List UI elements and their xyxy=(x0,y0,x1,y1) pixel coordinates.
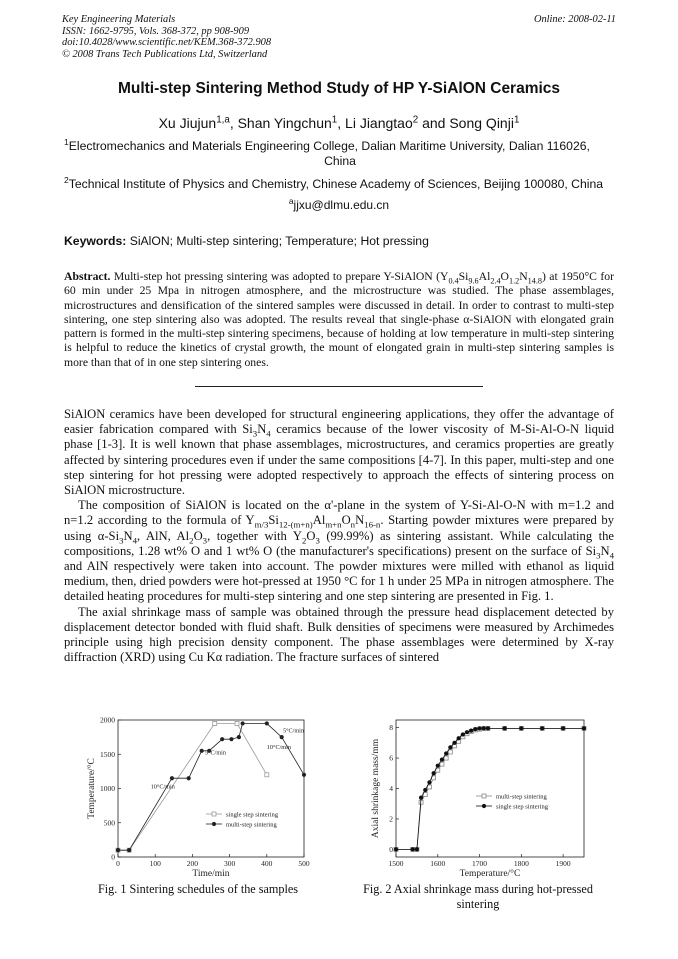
author-affiliation-mark: 1,a xyxy=(216,114,230,126)
abstract-label: Abstract. xyxy=(64,270,111,283)
data-point xyxy=(265,773,269,777)
x-tick-label: 1700 xyxy=(472,859,488,868)
data-point xyxy=(127,848,131,852)
data-point xyxy=(519,726,523,730)
data-point xyxy=(444,751,448,755)
abstract-divider xyxy=(195,386,483,387)
y-axis-label: Axial shrinkage mass/mm xyxy=(371,738,381,839)
author-affiliation-mark: 2 xyxy=(412,114,419,126)
data-point xyxy=(482,726,486,730)
paragraph: SiAlON ceramics have been developed for structural engineering applications, they offer the advantage of easier fabrication compared with $Si_3N_4$ ceramics because of the lower viscosity of M-Si-Al-O-N liquid phase [1-3]. It is well known that phase assemblages, microstructures, and ceramics properties are greatly affected by sintering procedures even if under the same compositions [4-7]. In this paper, multi-step and one step sintering for hot pressing were adopted respectively to approach the effects of sintering process on SiAlON microstructure. xyxy=(64,407,615,498)
data-point xyxy=(540,726,544,730)
y-tick-label: 1000 xyxy=(100,784,115,793)
data-point xyxy=(457,736,461,740)
rate-annotation: 5°C/min xyxy=(204,749,226,757)
data-point xyxy=(477,726,481,730)
data-point xyxy=(469,729,473,733)
x-tick-label: 1500 xyxy=(388,859,404,868)
data-point xyxy=(394,847,398,851)
data-point xyxy=(448,745,452,749)
author-name: Li Jiangtao xyxy=(345,115,413,131)
y-tick-label: 2000 xyxy=(100,715,115,725)
data-point xyxy=(440,762,444,766)
author-name: Xu Jiujun xyxy=(158,115,217,131)
data-point xyxy=(440,757,444,761)
x-axis-label: Time/min xyxy=(192,869,230,879)
data-point xyxy=(461,732,465,736)
author-name: Shan Yingchun xyxy=(237,115,332,131)
data-point xyxy=(415,847,419,851)
data-point xyxy=(116,848,120,852)
data-point xyxy=(419,796,423,800)
abstract: Abstract. Multi-step hot pressing sintering was adopted to prepare Y-SiAlON $(Y_{0.4}Si_{9.6}Al_{2.4}O_{1.2}N_{14.8})$ at 1950°C for 60 min under 25 Mpa in nitrogen atmosphere, and the microstructure was studied. The phase assemblages, microstructures and densification of the sintered samples were discussed in detail. In order to contrast to multi-step sintering, one step sintering also was adopted. The results reveal that single-phase α-SiAlON with elongated grain pattern is formed in the multi-step sintering specimens, because of holding at low temperature in multi-step sintering is helpful to reduce the kinetics of crystal growth, the mount of elongated grain in multi-step sintering samples is more than that of in one step sintering ones. xyxy=(64,270,614,369)
data-point xyxy=(280,735,284,739)
data-point xyxy=(482,794,486,798)
data-point xyxy=(486,726,490,730)
keywords xyxy=(64,234,429,248)
author-name: Song Qinji xyxy=(449,115,514,131)
affiliation-2: $^2$Technical Institute of Physics and Chemistry, Chinese Academy of Sciences, Beijing 100080, China xyxy=(64,174,604,191)
data-point xyxy=(212,822,216,826)
data-point xyxy=(432,771,436,775)
legend-label: multi-step sintering xyxy=(496,793,547,801)
author-affiliation-mark: 1 xyxy=(513,114,520,126)
data-point xyxy=(220,737,224,741)
figure-1-caption: Fig. 1 Sintering schedules of the samples xyxy=(97,882,299,896)
data-point xyxy=(235,721,239,725)
y-tick-label: 8 xyxy=(389,723,393,733)
data-point xyxy=(241,721,245,725)
legend-label: single step sintering xyxy=(226,811,278,819)
data-point xyxy=(200,749,204,753)
rate-annotation: 5°C/min xyxy=(282,727,304,735)
data-point xyxy=(229,737,233,741)
data-point xyxy=(473,727,477,731)
x-tick-label: 500 xyxy=(298,859,310,868)
paper-title: Multi-step Sintering Method Study of HP Y-SiAlON Ceramics xyxy=(117,80,561,97)
x-tick-label: 1900 xyxy=(555,859,571,868)
y-tick-label: 6 xyxy=(389,753,393,763)
rate-annotation: 10°C/min xyxy=(266,743,291,751)
data-point xyxy=(482,804,486,808)
rate-annotation: 10°C/min xyxy=(150,783,175,791)
data-point xyxy=(187,776,191,780)
author-list: Xu Jiujun$^{1,a}$, Shan Yingchun$^1$, Li Jiangtao$^2$ and Song Qinji$^1$ xyxy=(158,114,520,131)
data-point xyxy=(237,735,241,739)
running-header xyxy=(62,14,616,60)
y-tick-label: 500 xyxy=(103,818,115,828)
data-point xyxy=(561,726,565,730)
series-line xyxy=(118,723,304,850)
x-tick-label: 1800 xyxy=(513,859,529,868)
data-point xyxy=(423,788,427,792)
body-text xyxy=(64,407,614,665)
figure-1-chart xyxy=(66,710,326,910)
x-tick-label: 300 xyxy=(223,859,236,868)
x-tick-label: 1600 xyxy=(430,859,446,868)
x-axis-label: Temperature/°C xyxy=(459,869,521,879)
data-point xyxy=(452,741,456,745)
x-tick-label: 100 xyxy=(149,859,161,868)
data-point xyxy=(465,730,469,734)
data-point xyxy=(212,812,216,816)
y-tick-label: 4 xyxy=(389,784,393,793)
x-tick-label: 0 xyxy=(116,859,120,868)
data-point xyxy=(302,773,306,777)
y-tick-label: 0 xyxy=(111,852,115,862)
corresponding-email: $^a$jjxu@dlmu.edu.cn xyxy=(288,196,390,212)
copyright-line: © 2008 Trans Tech Publications Ltd, Switzerland xyxy=(62,48,268,60)
legend-label: multi-step sintering xyxy=(226,821,277,829)
y-axis-label: Temperature/°C xyxy=(87,758,97,819)
y-tick-label: 2 xyxy=(389,814,393,824)
data-point xyxy=(448,750,452,754)
data-point xyxy=(411,847,415,851)
data-point xyxy=(213,721,217,725)
y-tick-label: 1500 xyxy=(100,749,115,759)
keywords-label: Keywords: xyxy=(64,234,127,248)
figure-2-chart xyxy=(348,710,598,910)
y-tick-label: 0 xyxy=(389,844,393,854)
online-date: Online: 2008-02-11 xyxy=(533,14,616,25)
x-tick-label: 400 xyxy=(261,859,273,868)
data-point xyxy=(265,721,269,725)
paragraph: The composition of SiAlON is located on the α'-plane in the system of Y-Si-Al-O-N with m=1.2 and n=1.2 according to the formula of $Y_{m/3}Si_{12-(m+n)}Al_{m+n}O_nN_{16-n}$. Starting powder mixtures were prepared by using $\alpha-Si_3N_4$, AlN, $Al_2O_3$, together with $Y_2O_3$ (99.99%) as sintering assistant. While calculating the compositions, 1.28 wt% O and 1 wt% O (the manufacturer's specifications) present on the surface of $Si_3N_4$ and AlN respectively were taken into account. The powder mixtures were milled with ethanol as liquid medium, then, dried powders were hot-pressed at 1950 °C for 1 h under 25 MPa in nitrogen atmosphere. The detailed heating procedures for multi-step sintering and one step sintering are presented in Fig. 1. xyxy=(64,498,615,604)
data-point xyxy=(582,726,586,730)
data-point xyxy=(503,726,507,730)
data-point xyxy=(170,776,174,780)
affiliation-1: $^1$Electromechanics and Materials Engineering College, Dalian Maritime University, Dalian 116026, China xyxy=(64,136,590,168)
paragraph: The axial shrinkage mass of sample was obtained through the pressure head displacement detected by displacement detector bonded with fluid shaft. Bulk densities of specimens were measured by Archimedes principle using high precision density component. The phase assemblages were determined by X-ray diffraction (XRD) using Cu Kα radiation. The fracture surfaces of sintered xyxy=(64,604,614,665)
data-point xyxy=(444,756,448,760)
doi-line: doi:10.4028/www.scientific.net/KEM.368-372.908 xyxy=(62,37,272,48)
author-affiliation-mark: 1 xyxy=(331,114,338,126)
legend-label: single step sintering xyxy=(496,803,548,811)
keywords-text: SiAlON; Multi-step sintering; Temperature; Hot pressing xyxy=(129,234,429,248)
figure-2-caption: Fig. 2 Axial shrinkage mass during hot-pressed sintering xyxy=(363,882,593,911)
journal-name: Key Engineering Materials xyxy=(62,14,176,25)
issn-line: ISSN: 1662-9795, Vols. 368-372, pp 908-909 xyxy=(62,25,250,37)
email-link[interactable]: jjxu@dlmu.edu.cn xyxy=(293,198,390,212)
plot-frame xyxy=(118,720,304,857)
x-tick-label: 200 xyxy=(186,859,199,868)
data-point xyxy=(436,764,440,768)
data-point xyxy=(427,780,431,784)
